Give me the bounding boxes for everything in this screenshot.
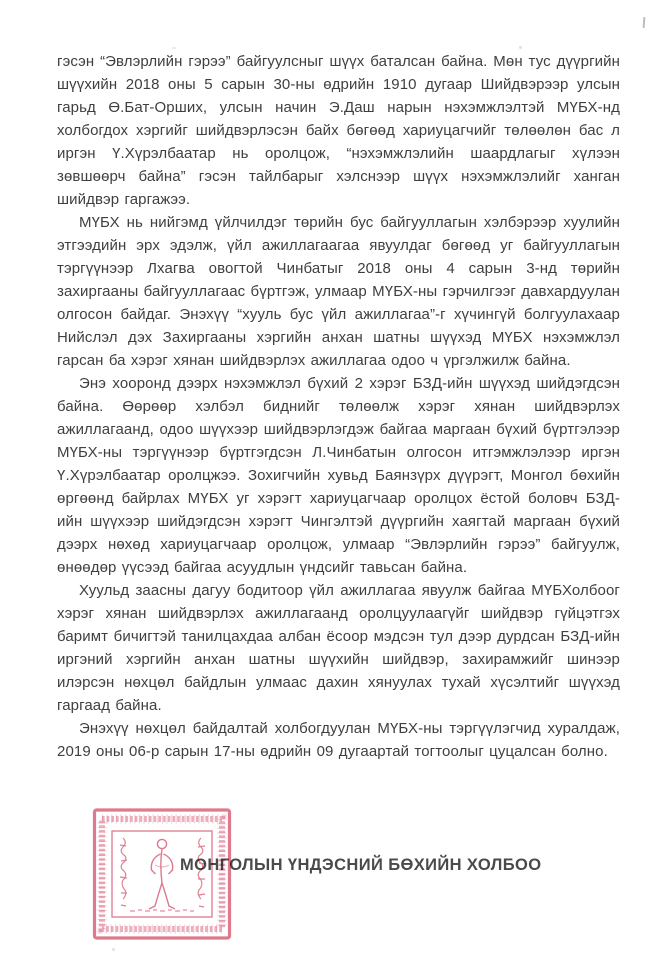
body-paragraph: гэсэн “Эвлэрлийн гэрээ” байгуулсныг шүүх баталсан байна. Мөн тус дүүргийн шүүхийн 2018 оны 5 сарын 30-ны өдрийн 1910 дугаар Шийдвэрээр улсын гарьд Ө.Бат-Орших, улсын начин Э.Даш нарын нэхэмжлэлтэй МҮБХ-нд холбогдох хэргийг шийдвэрлэсэн байх бөгөөд хариуцагчийг төлөөлөн бас л иргэн Ү.Хүрэлбаатар нь оролцож, “нэхэмжлэлийн шаардлагыг хүлээн зөвшөөрч байна” гэсэн тайлбарыг хэлснээр шүүх нэхэмжлэлийг ханган шийдвэр гаргажээ. bbox=[57, 53, 620, 208]
wrestler-figure-icon bbox=[149, 839, 175, 909]
document-body bbox=[57, 50, 620, 763]
scan-artifact bbox=[172, 47, 176, 49]
scan-artifact bbox=[519, 46, 522, 49]
scan-artifact bbox=[112, 948, 115, 951]
body-paragraph: Энэ хооронд дээрх нэхэмжлэл бүхий 2 хэрэг БЗД-ийн шүүхэд шийдэгдсэн байна. Өөрөөр хэлбэл биднийг төлөөлж хэрэг хянан шийдвэрлэх ажиллагаанд, одоо шүүхээр шийдвэрлэгдэж байгаа маргаан бүхий бүртгэлээр МҮБХ-ны тэргүүнээр бүртгэгдсэн Л.Чинбатын олгосон итгэмжлэлээр иргэн Ү.Хүрэлбаатар оролцжээ. Зохигчийн хувьд Баянзүрх дүүрэгт, Монгол бөхийн өргөөнд байрлах МҮБХ уг хэрэгт хариуцагчаар оролцох ёстой боловч БЗД-ийн шүүхээр шийдэгдсэн хэрэгт Чингэлтэй дүүргийн хаягтай маргаан бүхий дээрх нөхөд хариуцагчаар оролцож, улмаар “Эвлэрлийн гэрээ” байгуулж, өнөөдөр үүсээд байгаа асуудлын үндсийг тавьсан байна. bbox=[57, 375, 620, 576]
mongol-script-left-icon bbox=[120, 838, 127, 906]
organization-name-title: МОНГОЛЫН ҮНДЭСНИЙ БӨХИЙН ХОЛБОО bbox=[180, 856, 542, 874]
body-paragraph: МҮБХ нь нийгэмд үйлчилдэг төрийн бус байгууллагын хэлбэрээр хуулийн этгээдийн эрх эдэлж, үйл ажиллагаагаа явуулдаг бөгөөд уг байгууллагын тэргүүнээр Лхагва овогтой Чинбатыг 2018 оны 4 сарын 3-нд төрийн захиргааны байгууллагаас бүртгэж, улмаар МҮБХ-ны гэрчилгээг давхардуулан олгосон байдаг. Энэхүү “хууль бус үйл ажиллагаа”-г хүчингүй болгуулахаар Нийслэл дэх Захиргааны хэргийн анхан шатны шүүхэд МҮБХ нэхэмжлэл гарсан ба хэрэг хянан шийдвэрлэх ажиллагаа одоо ч үргэлжилж байна. bbox=[57, 214, 620, 369]
scan-artifact bbox=[643, 17, 646, 28]
stamp-bottom-script-icon bbox=[130, 910, 194, 911]
stamp-ornament-band bbox=[102, 819, 222, 929]
stamp-inner-border bbox=[112, 831, 212, 917]
stamp-outer-border bbox=[95, 810, 230, 938]
body-paragraph: Хуульд заасны дагуу бодитоор үйл ажиллагаа явуулж байгаа МҮБХолбоог хэрэг хянан шийдвэрлэх ажиллагаанд оролцуулаагүйг шийдвэр гүйцэтгэх баримт бичигтэй танилцахдаа албан ёсоор мэдсэн тул дээр дурдсан БЗД-ийн иргэний хэргийн анхан шатны шүүхийн шийдвэр, захирамжийг шинээр илэрсэн нөхцөл байдлын улмаас дахин хянуулах тухай хүсэлтийг шүүхэд гаргаад байна. bbox=[57, 582, 620, 714]
body-paragraph: Энэхүү нөхцөл байдалтай холбогдуулан МҮБХ-ны тэргүүлэгчид хуралдаж, 2019 оны 06-р сарын 17-ны өдрийн 09 дугаартай тогтоолыг цуцалсан болно. bbox=[57, 720, 620, 760]
mongol-script-right-icon bbox=[198, 838, 205, 907]
federation-seal-stamp bbox=[92, 807, 232, 941]
